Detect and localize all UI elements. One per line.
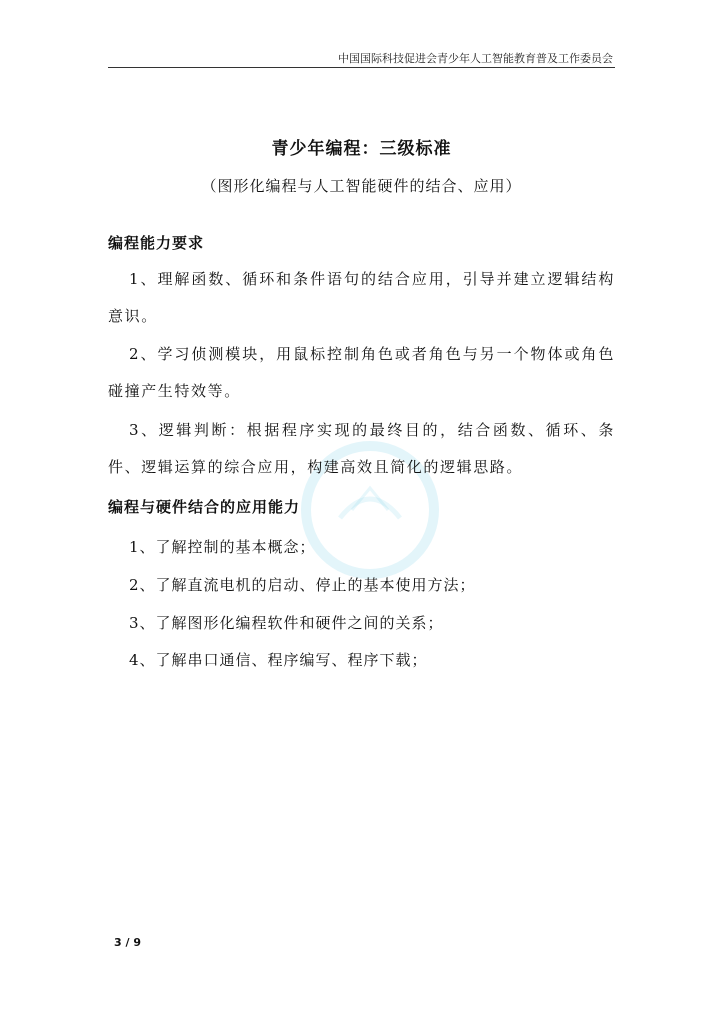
programming-item-1: 1、理解函数、循环和条件语句的结合应用，引导并建立逻辑结构意识。 (108, 270, 615, 325)
header-divider (108, 67, 615, 68)
programming-item-2: 2、学习侦测模块，用鼠标控制角色或者角色与另一个物体或角色碰撞产生特效等。 (108, 345, 615, 400)
hardware-item-1: 1、了解控制的基本概念； (129, 538, 316, 556)
document-subtitle: （图形化编程与人工智能硬件的结合、应用） (201, 177, 522, 195)
section-heading-hardware: 编程与硬件结合的应用能力 (108, 498, 301, 516)
section-heading-programming: 编程能力要求 (108, 234, 205, 252)
hardware-item-4: 4、了解串口通信、程序编写、程序下载； (129, 651, 428, 669)
document-title: 青少年编程：三级标准 (271, 139, 452, 159)
programming-item-3: 3、逻辑判断：根据程序实现的最终目的，结合函数、循环、条件、逻辑运算的综合应用，构建高效且简化的逻辑思路。 (108, 421, 615, 476)
hardware-item-3: 3、了解图形化编程软件和硬件之间的关系； (129, 614, 444, 632)
page-number: 3 / 9 (114, 936, 141, 949)
running-header: 中国国际科技促进会青少年人工智能教育普及工作委员会 (338, 52, 613, 65)
hardware-item-2: 2、了解直流电机的启动、停止的基本使用方法； (129, 576, 476, 594)
